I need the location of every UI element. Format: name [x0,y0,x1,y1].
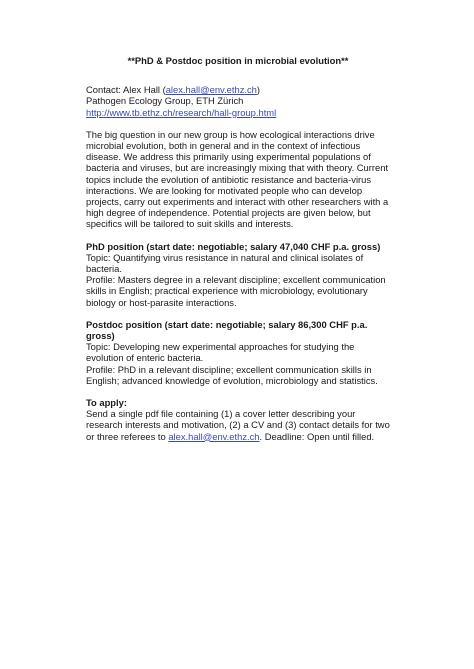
apply-section [86,397,390,442]
phd-section [86,241,390,308]
phd-topic: Topic: Quantifying virus resistance in natural and clinical isolates of bacteria. [86,251,364,275]
phd-profile: Profile: Masters degree in a relevant discipline; excellent communication skills in English; practical experience with microbiology, evolutionary biology or host-parasite interactions. [86,274,386,308]
apply-email-link[interactable]: alex.hall@env.ethz.ch [168,430,260,442]
intro-paragraph: The big question in our new group is how ecological interactions drive microbial evolution, both in general and in the context of infectious disease. We address this primarily using experimental populations of bacteria and viruses, but are increasingly mixing that with theory. Current topics include the evolution of antibiotic resistance and bacteria-virus interactions. We are looking for motivated people who can develop projects, carry out experiments and interact with other researchers with a high degree of independence. Potential projects are given below, but specifics will be tailored to suit skills and interests. [86,128,389,230]
contact-block [86,84,390,118]
document-body [86,55,390,442]
apply-instructions: Send a single pdf file containing (1) a cover letter describing your research interests and motivation, (2) a CV and (3) contact details for two or three referees to [86,408,390,442]
contact-suffix: ) [256,84,261,96]
phd-heading: PhD position (start date: negotiable; salary 47,040 CHF p.a. gross) [86,240,381,252]
page-title: **PhD & Postdoc position in microbial evolution** [127,55,349,66]
postdoc-topic: Topic: Developing new experimental approaches for studying the evolution of enteric bacteria. [86,341,355,364]
apply-heading: To apply: [86,397,127,409]
group-name: Pathogen Ecology Group, ETH Zürich [86,95,244,107]
contact-prefix: Contact: Alex Hall ( [86,84,166,96]
postdoc-section [86,319,390,386]
postdoc-profile: Profile: PhD in a relevant discipline; excellent communication skills in English; advanced knowledge of evolution, microbiology and statistics. [86,363,378,386]
group-url-link[interactable]: http://www.tb.ethz.ch/research/hall-group.html [86,106,277,118]
apply-text [86,408,390,442]
apply-deadline: . Deadline: Open until filled. [259,430,375,442]
postdoc-heading: Postdoc position (start date: negotiable; salary 86,300 CHF p.a. gross) [86,318,368,342]
contact-line [86,84,390,95]
contact-email-link[interactable]: alex.hall@env.ethz.ch [165,84,257,96]
